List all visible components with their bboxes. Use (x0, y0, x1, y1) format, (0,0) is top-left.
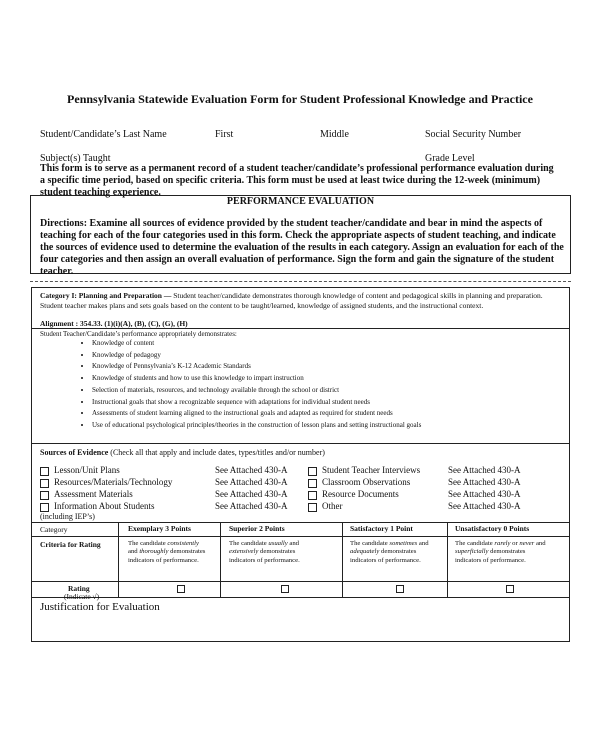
first-name-label: First (215, 129, 234, 140)
satisfactory-rating-checkbox[interactable] (396, 585, 404, 593)
desc-text: and (534, 540, 546, 547)
superior-description (229, 540, 309, 565)
other-attached: See Attached 430-A (448, 501, 521, 511)
rating-label: Rating (68, 584, 90, 593)
other-checkbox[interactable] (308, 503, 317, 512)
observations-attached: See Attached 430-A (448, 477, 521, 487)
form-title: Pennsylvania Statewide Evaluation Form for Student Professional Knowledge and Practice (67, 92, 533, 106)
category-text: Student teacher/candidate demonstrates thorough knowledge of content and pedagogical skills in planning and preparation. Student teacher makes plans and sets goals based on the content to be taught/learned, knowledge of assigned students, and the instructional context. (40, 291, 543, 310)
ieps-note: (including IEP’s) (40, 512, 95, 521)
divider-line (32, 328, 569, 329)
exemplary-rating-checkbox[interactable] (177, 585, 185, 593)
desc-emphasis: rarely (494, 540, 511, 547)
sources-heading: Sources of Evidence (40, 448, 109, 457)
divider-line (32, 581, 569, 582)
resources-checkbox[interactable] (40, 479, 49, 488)
interviews-checkbox[interactable] (308, 467, 317, 476)
performance-intro: Student Teacher/Candidate’s performance appropriately demonstrates: (40, 330, 237, 338)
unsatisfactory-header: Unsatisfactory 0 Points (455, 524, 530, 533)
resource-docs-label: Resource Documents (322, 489, 399, 499)
section-divider (30, 281, 571, 282)
category-header: Category (40, 525, 68, 534)
list-item: • Knowledge of students and how to use this knowledge to impart instruction (92, 373, 562, 385)
divider-line (32, 536, 569, 537)
performance-evaluation-heading: PERFORMANCE EVALUATION (226, 196, 375, 207)
category-table (31, 287, 570, 642)
sources-instruction: (Check all that apply and include dates, types/titles and/or number) (110, 448, 325, 457)
list-item: • Knowledge of Pennsylvania’s K-12 Academic Standards (92, 361, 562, 373)
student-info-attached: See Attached 430-A (215, 501, 288, 511)
interviews-label: Student Teacher Interviews (322, 465, 421, 475)
lesson-plans-checkbox[interactable] (40, 467, 49, 476)
divider-line (32, 522, 569, 523)
assessment-checkbox[interactable] (40, 491, 49, 500)
lesson-plans-label: Lesson/Unit Plans (54, 465, 120, 475)
indicate-label: (Indicate √) (64, 592, 100, 601)
desc-text: demonstrates indicators of performance. (455, 548, 526, 564)
justification-label: Justification for Evaluation (40, 601, 160, 613)
desc-emphasis: never (519, 540, 535, 547)
desc-text: and (287, 540, 300, 547)
category-title: Category I: Planning and Preparation — (40, 291, 172, 300)
desc-text: and (417, 540, 429, 547)
desc-text: demonstrates indicators of performance. (350, 548, 421, 564)
list-item: • Selection of materials, resources, and technology available through the school or district (92, 385, 562, 397)
exemplary-description (128, 540, 208, 565)
desc-emphasis: sometimes (389, 540, 418, 547)
resources-label: Resources/Materials/Technology (54, 477, 173, 487)
resources-attached: See Attached 430-A (215, 477, 288, 487)
list-item: • Assessments of student learning aligned to the instructional goals and adapted as required for student needs (92, 408, 562, 420)
assessment-attached: See Attached 430-A (215, 489, 288, 499)
last-name-label: Student/Candidate’s Last Name (40, 129, 167, 140)
desc-emphasis: adequately (350, 548, 380, 556)
desc-text: The candidate (455, 540, 495, 547)
divider-line (32, 443, 569, 444)
exemplary-header: Exemplary 3 Points (128, 524, 191, 533)
desc-text: The candidate (229, 540, 269, 547)
desc-emphasis: extensively (229, 548, 259, 556)
purpose-statement: This form is to serve as a permanent record of a student teacher/candidate’s professional performance evaluation during a specific time period, based on specific criteria. This form must be used at least twice during the 12-week (minimum) student teaching experience. (40, 163, 554, 198)
directions-text: Directions: Examine all sources of evidence provided by the student teacher/candidate and bear in mind the aspects of teaching for each of the four categories used in this form. Check the appropriate aspects of student teaching, and indicate the sources of evidence used to determine the evaluation of the results in each category. Assign an evaluation for each of the four categories and then assign an overall evaluation of performance. Sign the form and gain the signature of the student teacher. (40, 218, 564, 277)
column-line (342, 522, 343, 597)
desc-emphasis: thoroughly (139, 548, 169, 556)
directions-box (30, 195, 571, 277)
superior-header: Superior 2 Points (229, 524, 285, 533)
alignment-text: Alignment : 354.33. (1)(i)(A), (B), (C), (G), (H) (40, 319, 188, 328)
unsatisfactory-rating-checkbox[interactable] (506, 585, 514, 593)
ssn-label: Social Security Number (425, 129, 522, 140)
desc-text: or (510, 540, 520, 547)
observations-checkbox[interactable] (308, 479, 317, 488)
list-item: • Knowledge of content (92, 338, 562, 350)
student-info-checkbox[interactable] (40, 503, 49, 512)
resource-docs-attached: See Attached 430-A (448, 489, 521, 499)
column-line (220, 522, 221, 597)
subjects-label: Subject(s) Taught (40, 153, 111, 164)
lesson-plans-attached: See Attached 430-A (215, 465, 288, 475)
column-line (447, 522, 448, 597)
desc-text: demonstrates indicators of performance. (128, 548, 206, 564)
desc-emphasis: superficially (455, 548, 489, 556)
grade-level-label: Grade Level (425, 153, 475, 164)
desc-emphasis: consistently (167, 540, 199, 547)
student-info-label: Information About Students (54, 501, 155, 511)
assessment-label: Assessment Materials (54, 489, 133, 499)
observations-label: Classroom Observations (322, 477, 411, 487)
list-item: • Use of educational psychological principles/theories in the construction of lesson plans and setting instructional goals (92, 420, 562, 432)
unsatisfactory-description (455, 540, 550, 565)
desc-text: demonstrates indicators of performance. (229, 548, 300, 564)
desc-text: The candidate (350, 540, 390, 547)
list-item: • Knowledge of pedagogy (92, 350, 562, 362)
other-label: Other (322, 501, 343, 511)
interviews-attached: See Attached 430-A (448, 465, 521, 475)
superior-rating-checkbox[interactable] (281, 585, 289, 593)
category-description (40, 291, 565, 311)
desc-text: and (128, 548, 140, 556)
desc-text: The candidate (128, 540, 168, 547)
list-item: • Instructional goals that show a recognizable sequence with adaptations for individual student needs (92, 397, 562, 409)
column-line (118, 522, 119, 597)
resource-docs-checkbox[interactable] (308, 491, 317, 500)
knowledge-list (80, 338, 562, 432)
sources-title (40, 448, 325, 457)
divider-line (32, 597, 569, 598)
desc-emphasis: usually (268, 540, 288, 547)
satisfactory-header: Satisfactory 1 Point (350, 524, 413, 533)
satisfactory-description (350, 540, 430, 565)
criteria-label: Criteria for Rating (40, 540, 101, 549)
middle-name-label: Middle (320, 129, 349, 140)
